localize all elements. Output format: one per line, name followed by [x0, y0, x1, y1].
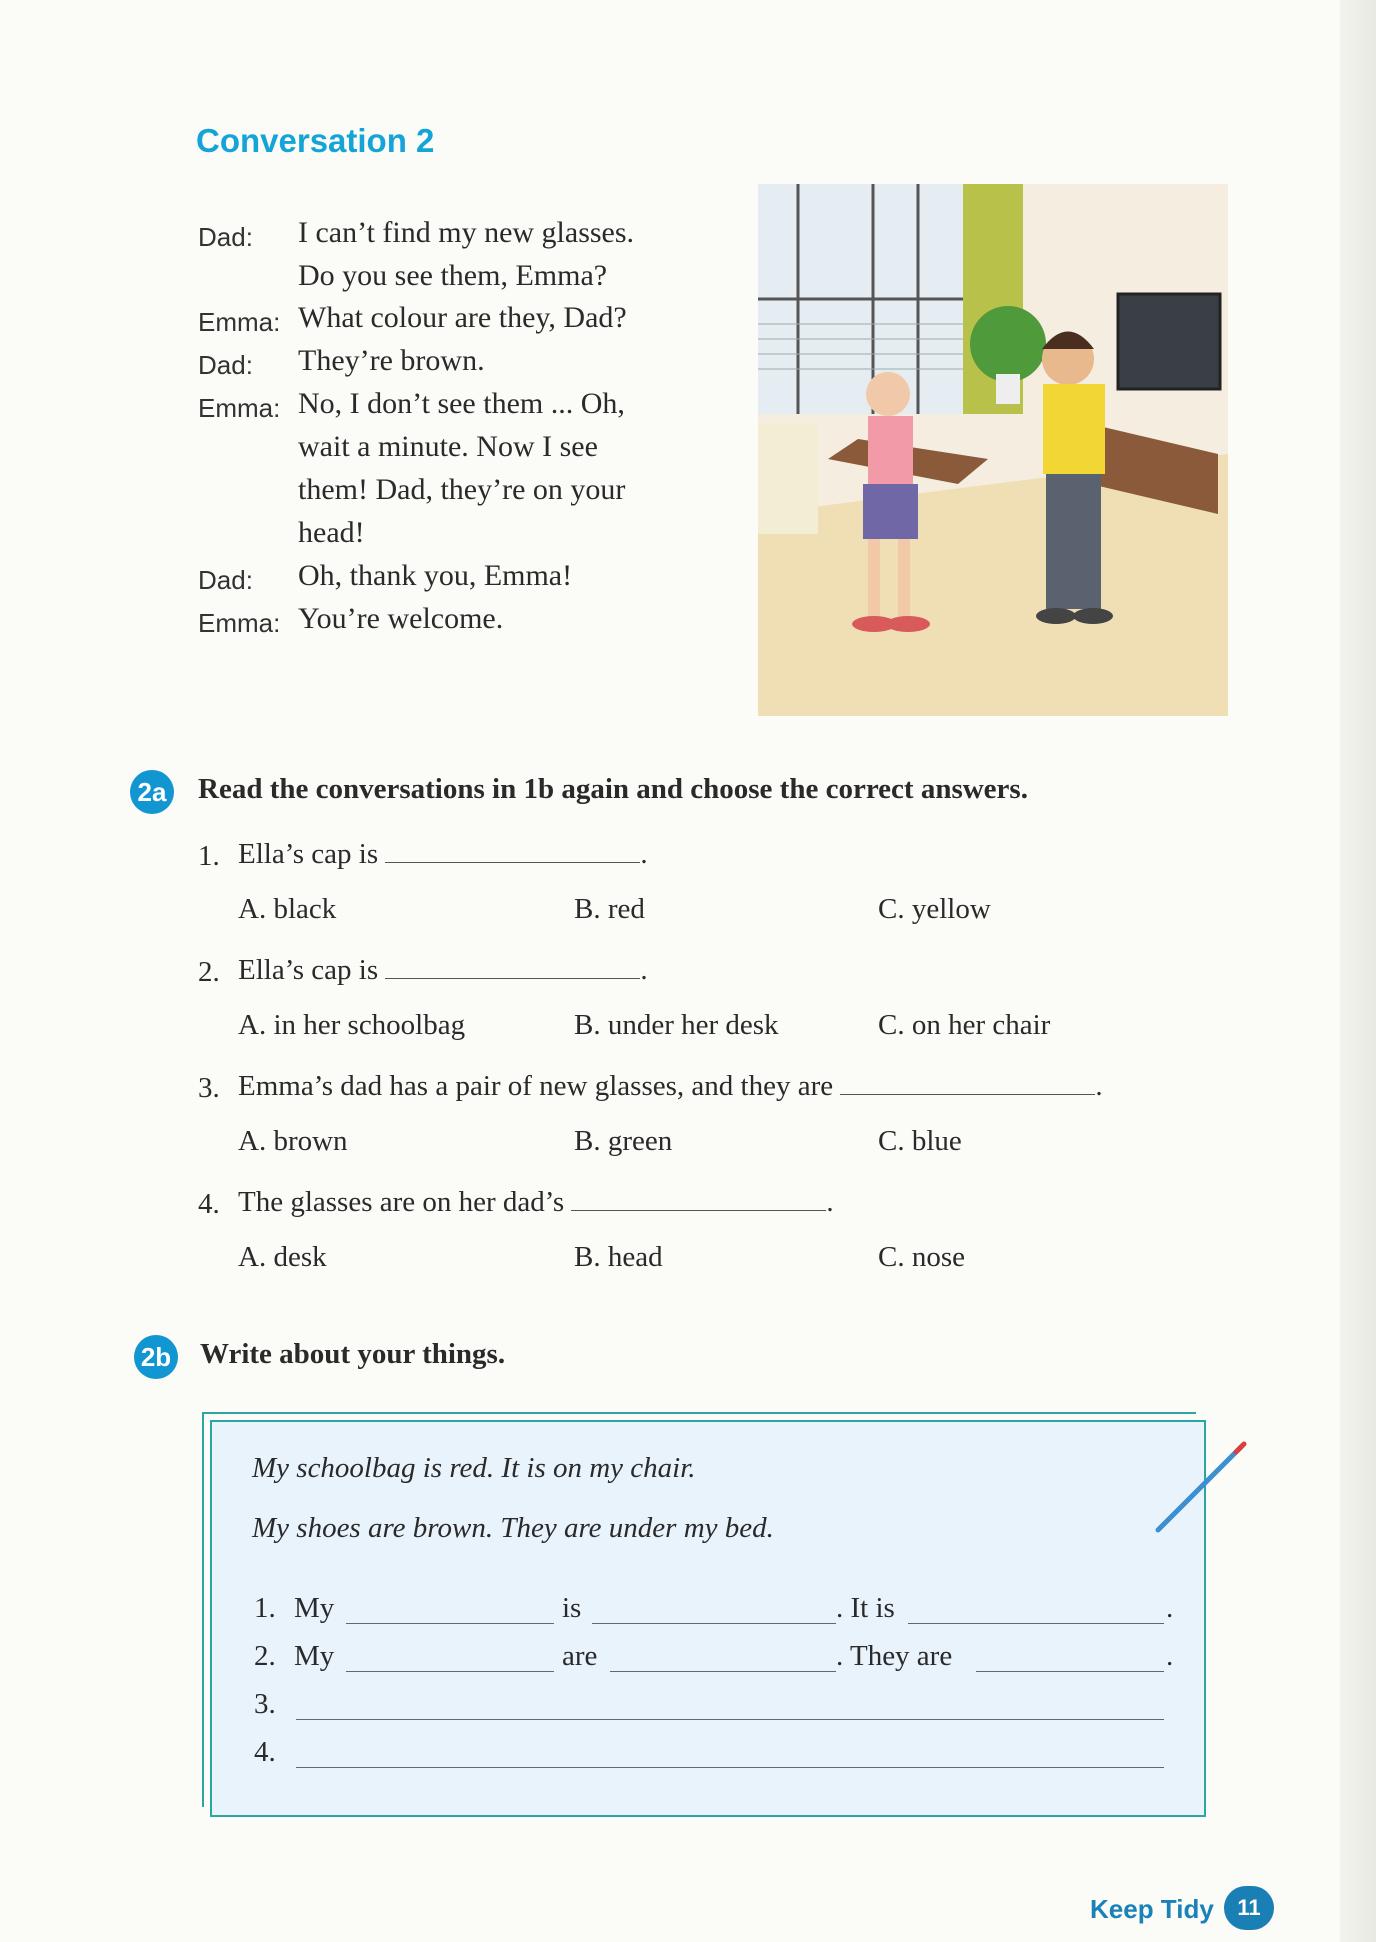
option-a: A. in her schoolbag	[238, 1009, 466, 1041]
exercise-badge-2a: 2a	[130, 770, 174, 814]
write-blank[interactable]	[908, 1623, 1164, 1624]
line-number: 4.	[254, 1736, 276, 1768]
question-end: .	[640, 838, 648, 870]
speaker-label: Dad:	[198, 350, 253, 380]
question-end: .	[1095, 1070, 1103, 1102]
line-number: 3.	[254, 1688, 276, 1720]
dialogue-line: What colour are they, Dad?	[298, 301, 627, 334]
exercise-badge-2b: 2b	[134, 1335, 178, 1379]
answer-blank[interactable]	[840, 1072, 1095, 1095]
section-title: Conversation 2	[196, 122, 435, 159]
option-c: C. on her chair	[878, 1009, 1051, 1041]
dialogue-line: Do you see them, Emma?	[298, 259, 608, 292]
page-edge	[1340, 0, 1376, 1942]
dialogue-line: You’re welcome.	[298, 602, 504, 635]
speaker-label: Emma:	[198, 608, 281, 638]
option-c: C. blue	[878, 1125, 962, 1157]
option-a: A. desk	[238, 1241, 327, 1273]
speaker-label: Dad:	[198, 222, 253, 252]
page-number: 11	[1224, 1886, 1274, 1930]
question-text: Ella’s cap is	[238, 838, 379, 870]
answer-blank[interactable]	[385, 840, 640, 863]
question-row	[238, 1070, 1103, 1103]
dialogue-line: No, I don’t see them ... Oh,	[298, 387, 625, 420]
question-end: .	[826, 1186, 834, 1218]
line-end: .	[1166, 1640, 1174, 1672]
speaker-label: Emma:	[198, 307, 281, 337]
question-number: 1.	[198, 840, 220, 872]
question-text: Emma’s dad has a pair of new glasses, and they are	[238, 1070, 834, 1102]
line-word: My	[294, 1592, 335, 1624]
write-line[interactable]	[296, 1767, 1164, 1768]
option-a: A. brown	[238, 1125, 348, 1157]
speaker-label: Emma:	[198, 393, 281, 423]
line-word: My	[294, 1640, 335, 1672]
exercise-2a-instruction: Read the conversations in 1b again and choose the correct answers.	[198, 773, 1028, 805]
option-b: B. head	[574, 1241, 663, 1273]
example-sentence: My shoes are brown. They are under my bed.	[252, 1512, 774, 1544]
question-number: 4.	[198, 1188, 220, 1220]
line-word: . It is	[836, 1592, 895, 1624]
question-number: 2.	[198, 956, 220, 988]
dialogue-line: Oh, thank you, Emma!	[298, 559, 573, 592]
write-blank[interactable]	[346, 1623, 554, 1624]
line-word: . They are	[836, 1640, 953, 1672]
line-word: is	[562, 1592, 582, 1624]
write-blank[interactable]	[976, 1671, 1164, 1672]
question-text: Ella’s cap is	[238, 954, 379, 986]
exercise-2b-instruction: Write about your things.	[200, 1338, 506, 1370]
question-text: The glasses are on her dad’s	[238, 1186, 565, 1218]
dialogue-line: head!	[298, 516, 365, 549]
option-b: B. red	[574, 893, 645, 925]
option-c: C. yellow	[878, 893, 991, 925]
question-row	[238, 838, 648, 871]
conversation-illustration	[758, 184, 1228, 716]
speaker-label: Dad:	[198, 565, 253, 595]
option-a: A. black	[238, 893, 337, 925]
question-row	[238, 954, 648, 987]
answer-blank[interactable]	[571, 1188, 826, 1211]
question-end: .	[640, 954, 648, 986]
line-word: are	[562, 1640, 598, 1672]
write-blank[interactable]	[346, 1671, 554, 1672]
answer-blank[interactable]	[385, 956, 640, 979]
line-number: 2.	[254, 1640, 276, 1672]
question-number: 3.	[198, 1072, 220, 1104]
example-sentence: My schoolbag is red. It is on my chair.	[252, 1452, 696, 1484]
footer-unit-label: Keep Tidy	[1090, 1894, 1214, 1924]
pencil-icon	[1150, 1438, 1250, 1538]
dialogue-line: They’re brown.	[298, 344, 485, 377]
dialogue-line: wait a minute. Now I see	[298, 430, 598, 463]
line-number: 1.	[254, 1592, 276, 1624]
dialogue-line: them! Dad, they’re on your	[298, 473, 626, 506]
line-end: .	[1166, 1592, 1174, 1624]
write-blank[interactable]	[592, 1623, 836, 1624]
option-b: B. under her desk	[574, 1009, 779, 1041]
question-row	[238, 1186, 834, 1219]
write-blank[interactable]	[610, 1671, 836, 1672]
dialogue-line: I can’t find my new glasses.	[298, 216, 635, 249]
write-line[interactable]	[296, 1719, 1164, 1720]
option-b: B. green	[574, 1125, 673, 1157]
option-c: C. nose	[878, 1241, 965, 1273]
